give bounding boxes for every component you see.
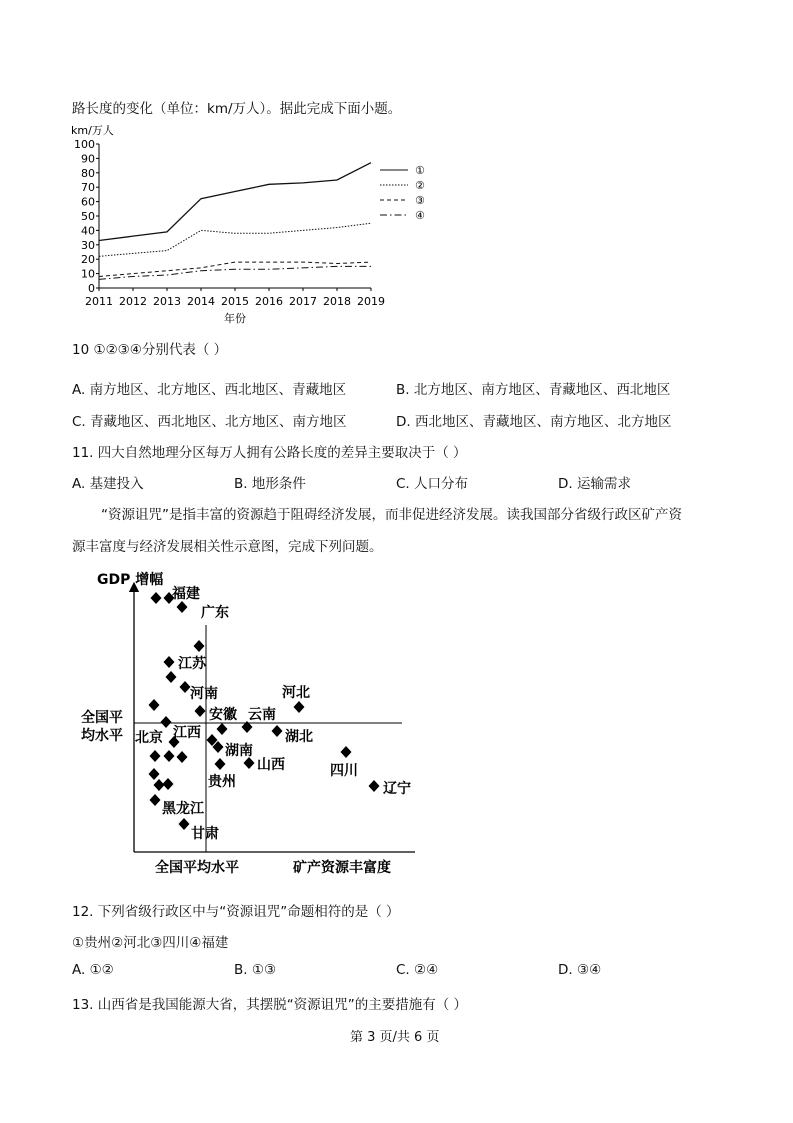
y-tick-label: 80 <box>81 166 95 180</box>
x-tick-label: 2019 <box>357 295 385 308</box>
province-marker <box>154 779 165 791</box>
legend-label-2: ② <box>415 179 425 192</box>
q13-stem: 13. 山西省是我国能源大省，其摆脱“资源诅咒”的主要措施有（ ） <box>72 997 468 1013</box>
q11-option-d[interactable]: D. 运输需求 <box>558 476 631 492</box>
province-label: 辽宁 <box>383 781 411 797</box>
province-label: 贵州 <box>208 774 236 790</box>
x-tick-label: 2011 <box>85 295 113 308</box>
x-axis-ticks <box>85 288 385 308</box>
road-length-line-chart <box>66 120 506 325</box>
y-average-label-line1: 全国平 <box>81 710 123 726</box>
x-axis-label: 年份 <box>224 312 246 325</box>
q11-option-c[interactable]: C. 人口分布 <box>396 476 469 492</box>
intro-line: 路长度的变化（单位：km/万人）。据此完成下面小题。 <box>72 101 402 117</box>
y-axis-unit-label: km/万人 <box>71 124 114 137</box>
q12-option-c[interactable]: C. ②④ <box>396 962 439 978</box>
y-average-label-line2: 均水平 <box>81 728 123 744</box>
q11-stem: 11. 四大自然地理分区每万人拥有公路长度的差异主要取决于（ ） <box>72 445 467 461</box>
province-label: 湖北 <box>285 729 313 745</box>
province-marker <box>163 778 174 790</box>
province-marker <box>164 750 175 762</box>
province-marker <box>272 725 283 737</box>
q12-option-a[interactable]: A. ①② <box>72 962 114 978</box>
province-marker <box>149 768 160 780</box>
chart-legend <box>380 164 425 222</box>
q12-option-b[interactable]: B. ①③ <box>234 962 277 978</box>
province-label: 甘肃 <box>191 826 219 842</box>
province-marker <box>217 723 228 735</box>
y-tick-label: 0 <box>88 282 95 295</box>
province-marker <box>177 751 188 763</box>
province-marker <box>194 640 205 652</box>
series-line-4 <box>99 266 371 279</box>
province-label: 北京 <box>135 730 163 746</box>
province-marker <box>195 705 206 717</box>
y-tick-label: 40 <box>81 224 95 238</box>
q11-option-b[interactable]: B. 地形条件 <box>234 476 306 492</box>
province-label: 广东 <box>201 605 229 621</box>
y-tick-label: 50 <box>81 210 95 223</box>
province-marker <box>149 699 160 711</box>
series-line-2 <box>99 223 371 256</box>
province-label: 黑龙江 <box>162 801 204 817</box>
province-marker <box>151 592 162 604</box>
province-marker <box>166 671 177 683</box>
x-tick-label: 2018 <box>323 295 351 308</box>
province-label: 江西 <box>173 725 201 741</box>
province-label: 云南 <box>248 707 276 723</box>
province-label: 河北 <box>282 685 310 701</box>
q10-option-d[interactable]: D. 西北地区、青藏地区、南方地区、北方地区 <box>396 414 672 430</box>
y-tick-label: 90 <box>81 152 95 166</box>
province-labels <box>135 585 411 842</box>
y-tick-label: 100 <box>74 138 95 151</box>
y-tick-label: 10 <box>81 267 95 281</box>
y-axis-ticks <box>74 138 99 295</box>
q10-option-c[interactable]: C. 青藏地区、西北地区、北方地区、南方地区 <box>72 414 347 430</box>
y-axis-label: GDP 增幅 <box>97 572 164 588</box>
legend-label-3: ③ <box>415 194 425 207</box>
province-label: 四川 <box>330 763 358 779</box>
province-label: 福建 <box>172 586 200 602</box>
province-label: 山西 <box>257 757 285 773</box>
chart-series-group <box>99 163 371 280</box>
province-marker <box>294 701 305 713</box>
y-tick-label: 60 <box>81 195 95 209</box>
province-label: 湖南 <box>225 743 253 759</box>
x-axis-label: 矿产资源丰富度 <box>293 860 391 876</box>
q12-stem: 12. 下列省级行政区中与“资源诅咒”命题相符的是（ ） <box>72 904 400 920</box>
province-label: 江苏 <box>178 656 206 672</box>
q10-option-a[interactable]: A. 南方地区、北方地区、西北地区、青藏地区 <box>72 382 347 398</box>
province-marker <box>179 818 190 830</box>
province-marker <box>369 780 380 792</box>
x-tick-label: 2017 <box>289 295 317 308</box>
province-label: 安徽 <box>209 707 237 723</box>
x-tick-label: 2015 <box>221 295 249 308</box>
province-marker <box>150 794 161 806</box>
legend-label-4: ④ <box>415 209 425 222</box>
page-footer: 第 3 页/共 6 页 <box>350 1030 440 1045</box>
x-tick-label: 2012 <box>119 295 147 308</box>
q10-option-b[interactable]: B. 北方地区、南方地区、青藏地区、西北地区 <box>396 382 671 398</box>
q10-stem: 10 ①②③④分别代表（ ） <box>72 342 228 358</box>
x-tick-label: 2013 <box>153 295 181 308</box>
x-tick-label: 2014 <box>187 295 215 308</box>
passage-line-2: 源丰富度与经济发展相关性示意图，完成下列问题。 <box>72 539 383 555</box>
province-marker <box>150 750 161 762</box>
q12-option-d[interactable]: D. ③④ <box>558 962 602 978</box>
x-tick-label: 2016 <box>255 295 283 308</box>
province-marker <box>341 746 352 758</box>
series-line-1 <box>99 163 371 241</box>
province-marker <box>215 758 226 770</box>
province-marker <box>161 716 172 728</box>
passage-line-1: “资源诅咒”是指丰富的资源趋于阻碍经济发展，而非促进经济发展。读我国部分省级行政区矿产资 <box>101 507 682 523</box>
province-marker <box>164 656 175 668</box>
x-average-label: 全国平均水平 <box>155 860 239 876</box>
province-marker <box>180 681 191 693</box>
q12-options-line: ①贵州②河北③四川④福建 <box>72 935 229 951</box>
y-tick-label: 70 <box>81 181 95 195</box>
resource-curse-scatter-chart <box>75 567 425 877</box>
y-tick-label: 30 <box>81 238 95 252</box>
province-label: 河南 <box>190 686 218 702</box>
province-marker <box>177 601 188 613</box>
legend-label-1: ① <box>415 164 425 177</box>
q11-option-a[interactable]: A. 基建投入 <box>72 476 144 492</box>
y-tick-label: 20 <box>81 253 95 267</box>
